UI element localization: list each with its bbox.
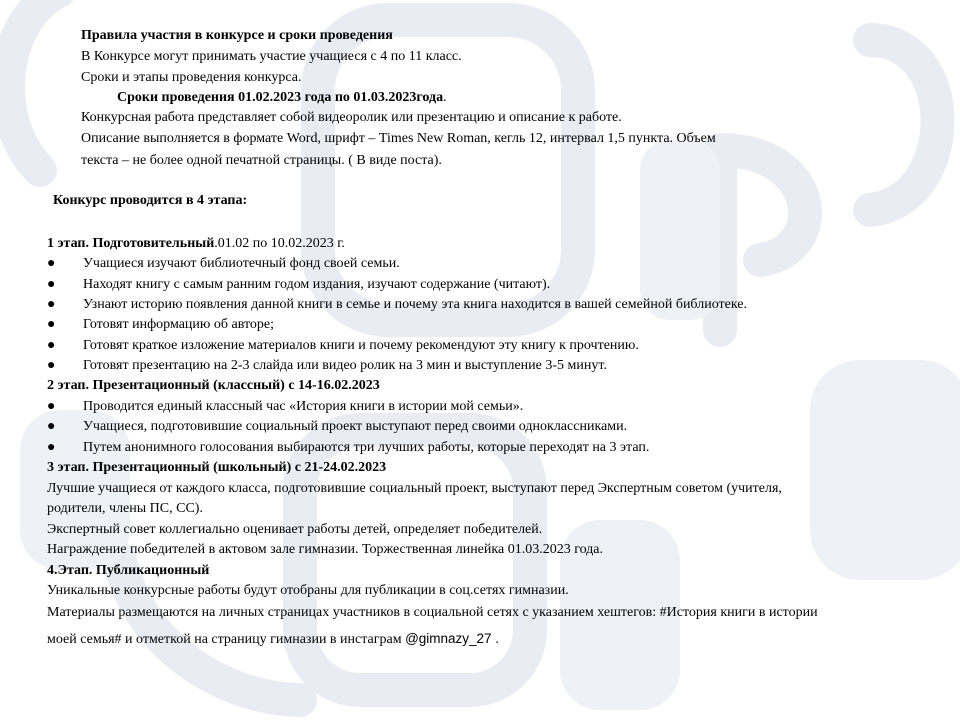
stage3-title: 3 этап. Презентационный (школьный) с 21-24.02.2023: [47, 460, 387, 475]
stage1-title-line: [47, 235, 345, 253]
list-item-text: Узнают историю появления данной книги в семье и почему эта книга находится в вашей семейной библиотеке.: [83, 297, 748, 312]
stage3-text-line1: Лучшие учащиеся от каждого класса, подготовившие социальный проект, выступают перед Экспертным советом (учителя,: [47, 481, 782, 496]
dates-line: [117, 89, 447, 107]
list-item-text: Готовят информацию об авторе;: [83, 317, 274, 332]
bullet-icon: ●: [47, 338, 56, 353]
bullet-icon: ●: [47, 440, 56, 455]
stages-intro-text: Сроки и этапы проведения конкурса.: [81, 70, 302, 85]
stage1-title: 1 этап. Подготовительный: [47, 236, 215, 251]
participants-text: В Конкурсе могут принимать участие учащиеся с 4 по 11 класс.: [81, 49, 462, 64]
stage2-title: 2 этап. Презентационный (классный) с 14-16.02.2023: [47, 378, 380, 393]
bullet-icon: ●: [47, 419, 56, 434]
instagram-handle: @gimnazy_27 .: [405, 631, 500, 646]
stage1-dates: .01.02 по 10.02.2023 г.: [214, 236, 345, 251]
dates-bold-text: Сроки проведения 01.02.2023 года по 01.03.2023года: [117, 90, 444, 105]
bullet-icon: ●: [47, 256, 56, 271]
stage4-text-serif: моей семья# и отметкой на страницу гимназии в инстаграм: [47, 632, 406, 647]
list-item-text: Готовят краткое изложение материалов книги и почему рекомендуют эту книгу к прочтению.: [83, 338, 639, 353]
stage4-title: 4.Этап. Публикационный: [47, 563, 210, 578]
work-description-text: Конкурсная работа представляет собой видеоролик или презентацию и описание к работе.: [81, 110, 622, 125]
list-item-text: Учащиеся изучают библиотечный фонд своей семьи.: [83, 256, 400, 271]
rules-heading: Правила участия в конкурсе и сроки проведения: [81, 28, 393, 43]
stages-heading: Конкурс проводится в 4 этапа:: [53, 193, 248, 208]
stage4-text-line2: Материалы размещаются на личных страницах участников в социальной сетях с указанием хештегов: #История книги в истории: [47, 605, 818, 620]
bullet-icon: ●: [47, 358, 56, 373]
list-item-text: Учащиеся, подготовившие социальный проект выступают перед своими одноклассниками.: [83, 419, 628, 434]
bullet-icon: ●: [47, 317, 56, 332]
list-item-text: Путем анонимного голосования выбираются три лучших работы, которые переходят на 3 этап.: [83, 440, 650, 455]
bullet-icon: ●: [47, 277, 56, 292]
stage3-text-line2: родители, члены ПС, СС).: [47, 501, 203, 516]
format-text-line1: Описание выполняется в формате Word, шрифт – Times New Roman, кегль 12, интервал 1,5 пункта. Объем: [81, 131, 716, 146]
dates-tail-text: .: [443, 90, 447, 105]
format-text-line2: текста – не более одной печатной страницы. ( В виде поста).: [81, 153, 442, 168]
stage4-text-line1: Уникальные конкурсные работы будут отобраны для публикации в соц.сетях гимназии.: [47, 583, 569, 598]
bullet-icon: ●: [47, 297, 56, 312]
stage3-jury-text: Экспертный совет коллегиально оценивает работы детей, определяет победителей.: [47, 522, 543, 537]
list-item-text: Проводится единый классный час «История книги в истории мой семьи».: [83, 399, 524, 414]
list-item-text: Готовят презентацию на 2-3 слайда или видео ролик на 3 мин и выступление 3-5 минут.: [83, 358, 607, 373]
stage3-award-text: Награждение победителей в актовом зале гимназии. Торжественная линейка 01.03.2023 года.: [47, 542, 604, 557]
bullet-icon: ●: [47, 399, 56, 414]
stage4-text-line3: [47, 630, 499, 649]
list-item-text: Находят книгу с самым ранним годом издания, изучают содержание (читают).: [83, 277, 551, 292]
